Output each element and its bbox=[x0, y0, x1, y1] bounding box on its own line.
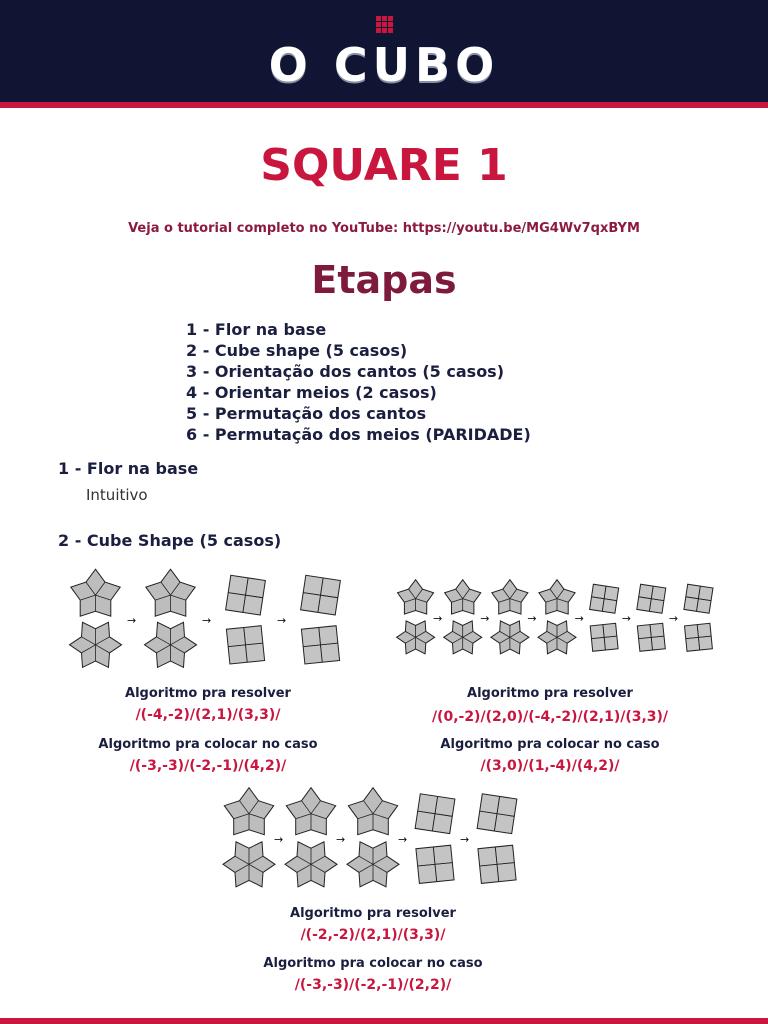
case-3-solve-alg: /(-2,-2)/(2,1)/(3,3)/ bbox=[300, 927, 446, 943]
case-3-solve-label: Algoritmo pra resolver bbox=[290, 906, 456, 921]
case-1-setup-label: Algoritmo pra colocar no caso bbox=[98, 737, 318, 752]
arrow-icon: → bbox=[574, 612, 584, 625]
footer-stripe bbox=[0, 1018, 768, 1024]
arrow-icon: → bbox=[274, 833, 284, 846]
step-item: 6 - Permutação dos meios (PARIDADE) bbox=[186, 425, 531, 444]
arrow-icon: → bbox=[336, 833, 346, 846]
steps-list bbox=[186, 319, 531, 445]
arrow-icon: → bbox=[202, 614, 212, 627]
arrow-icon: → bbox=[480, 612, 490, 625]
arrow-icon: → bbox=[277, 614, 287, 627]
arrow-icon: → bbox=[433, 612, 443, 625]
step-item: 3 - Orientação dos cantos (5 casos) bbox=[186, 362, 505, 381]
arrow-icon: → bbox=[668, 612, 679, 625]
arrow-icon: → bbox=[621, 612, 631, 625]
step-item: 4 - Orientar meios (2 casos) bbox=[186, 383, 437, 402]
section-1-body: Intuitivo bbox=[86, 486, 148, 504]
logo-text: O CUBO bbox=[268, 38, 500, 92]
case-1-solve-label: Algoritmo pra resolver bbox=[125, 686, 291, 701]
case-2-figure bbox=[392, 576, 722, 660]
step-item: 5 - Permutação dos cantos bbox=[186, 404, 427, 423]
header bbox=[0, 0, 768, 102]
step-item: 2 - Cube shape (5 casos) bbox=[186, 341, 408, 360]
case-1-figure bbox=[58, 566, 358, 674]
etapas-title: Etapas bbox=[311, 258, 457, 302]
case-2-solve-alg: /(0,-2)/(2,0)/(-4,-2)/(2,1)/(3,3)/ bbox=[431, 709, 669, 725]
case-1-setup-alg: /(-3,-3)/(-2,-1)/(4,2)/ bbox=[129, 758, 287, 774]
case-3-figure bbox=[218, 784, 528, 894]
arrow-icon: → bbox=[460, 833, 470, 846]
case-1-solve-alg: /(-4,-2)/(2,1)/(3,3)/ bbox=[135, 707, 281, 723]
case-3-setup-alg: /(-3,-3)/(-2,-1)/(2,2)/ bbox=[294, 977, 452, 993]
arrow-icon: → bbox=[398, 833, 408, 846]
section-2-heading: 2 - Cube Shape (5 casos) bbox=[58, 531, 282, 550]
section-1-heading: 1 - Flor na base bbox=[58, 459, 199, 478]
case-2-setup-alg: /(3,0)/(1,-4)/(4,2)/ bbox=[480, 758, 620, 774]
header-stripe bbox=[0, 102, 768, 108]
tutorial-link[interactable]: Veja o tutorial completo no YouTube: https://youtu.be/MG4Wv7qxBYM bbox=[128, 221, 640, 236]
arrow-icon: → bbox=[527, 612, 537, 625]
case-3-setup-label: Algoritmo pra colocar no caso bbox=[263, 956, 483, 971]
logo-grid-icon bbox=[376, 16, 393, 33]
step-item: 1 - Flor na base bbox=[186, 320, 327, 339]
page-title: SQUARE 1 bbox=[260, 140, 508, 191]
arrow-icon: → bbox=[127, 614, 137, 627]
case-2-solve-label: Algoritmo pra resolver bbox=[467, 686, 633, 701]
case-2-setup-label: Algoritmo pra colocar no caso bbox=[440, 737, 660, 752]
